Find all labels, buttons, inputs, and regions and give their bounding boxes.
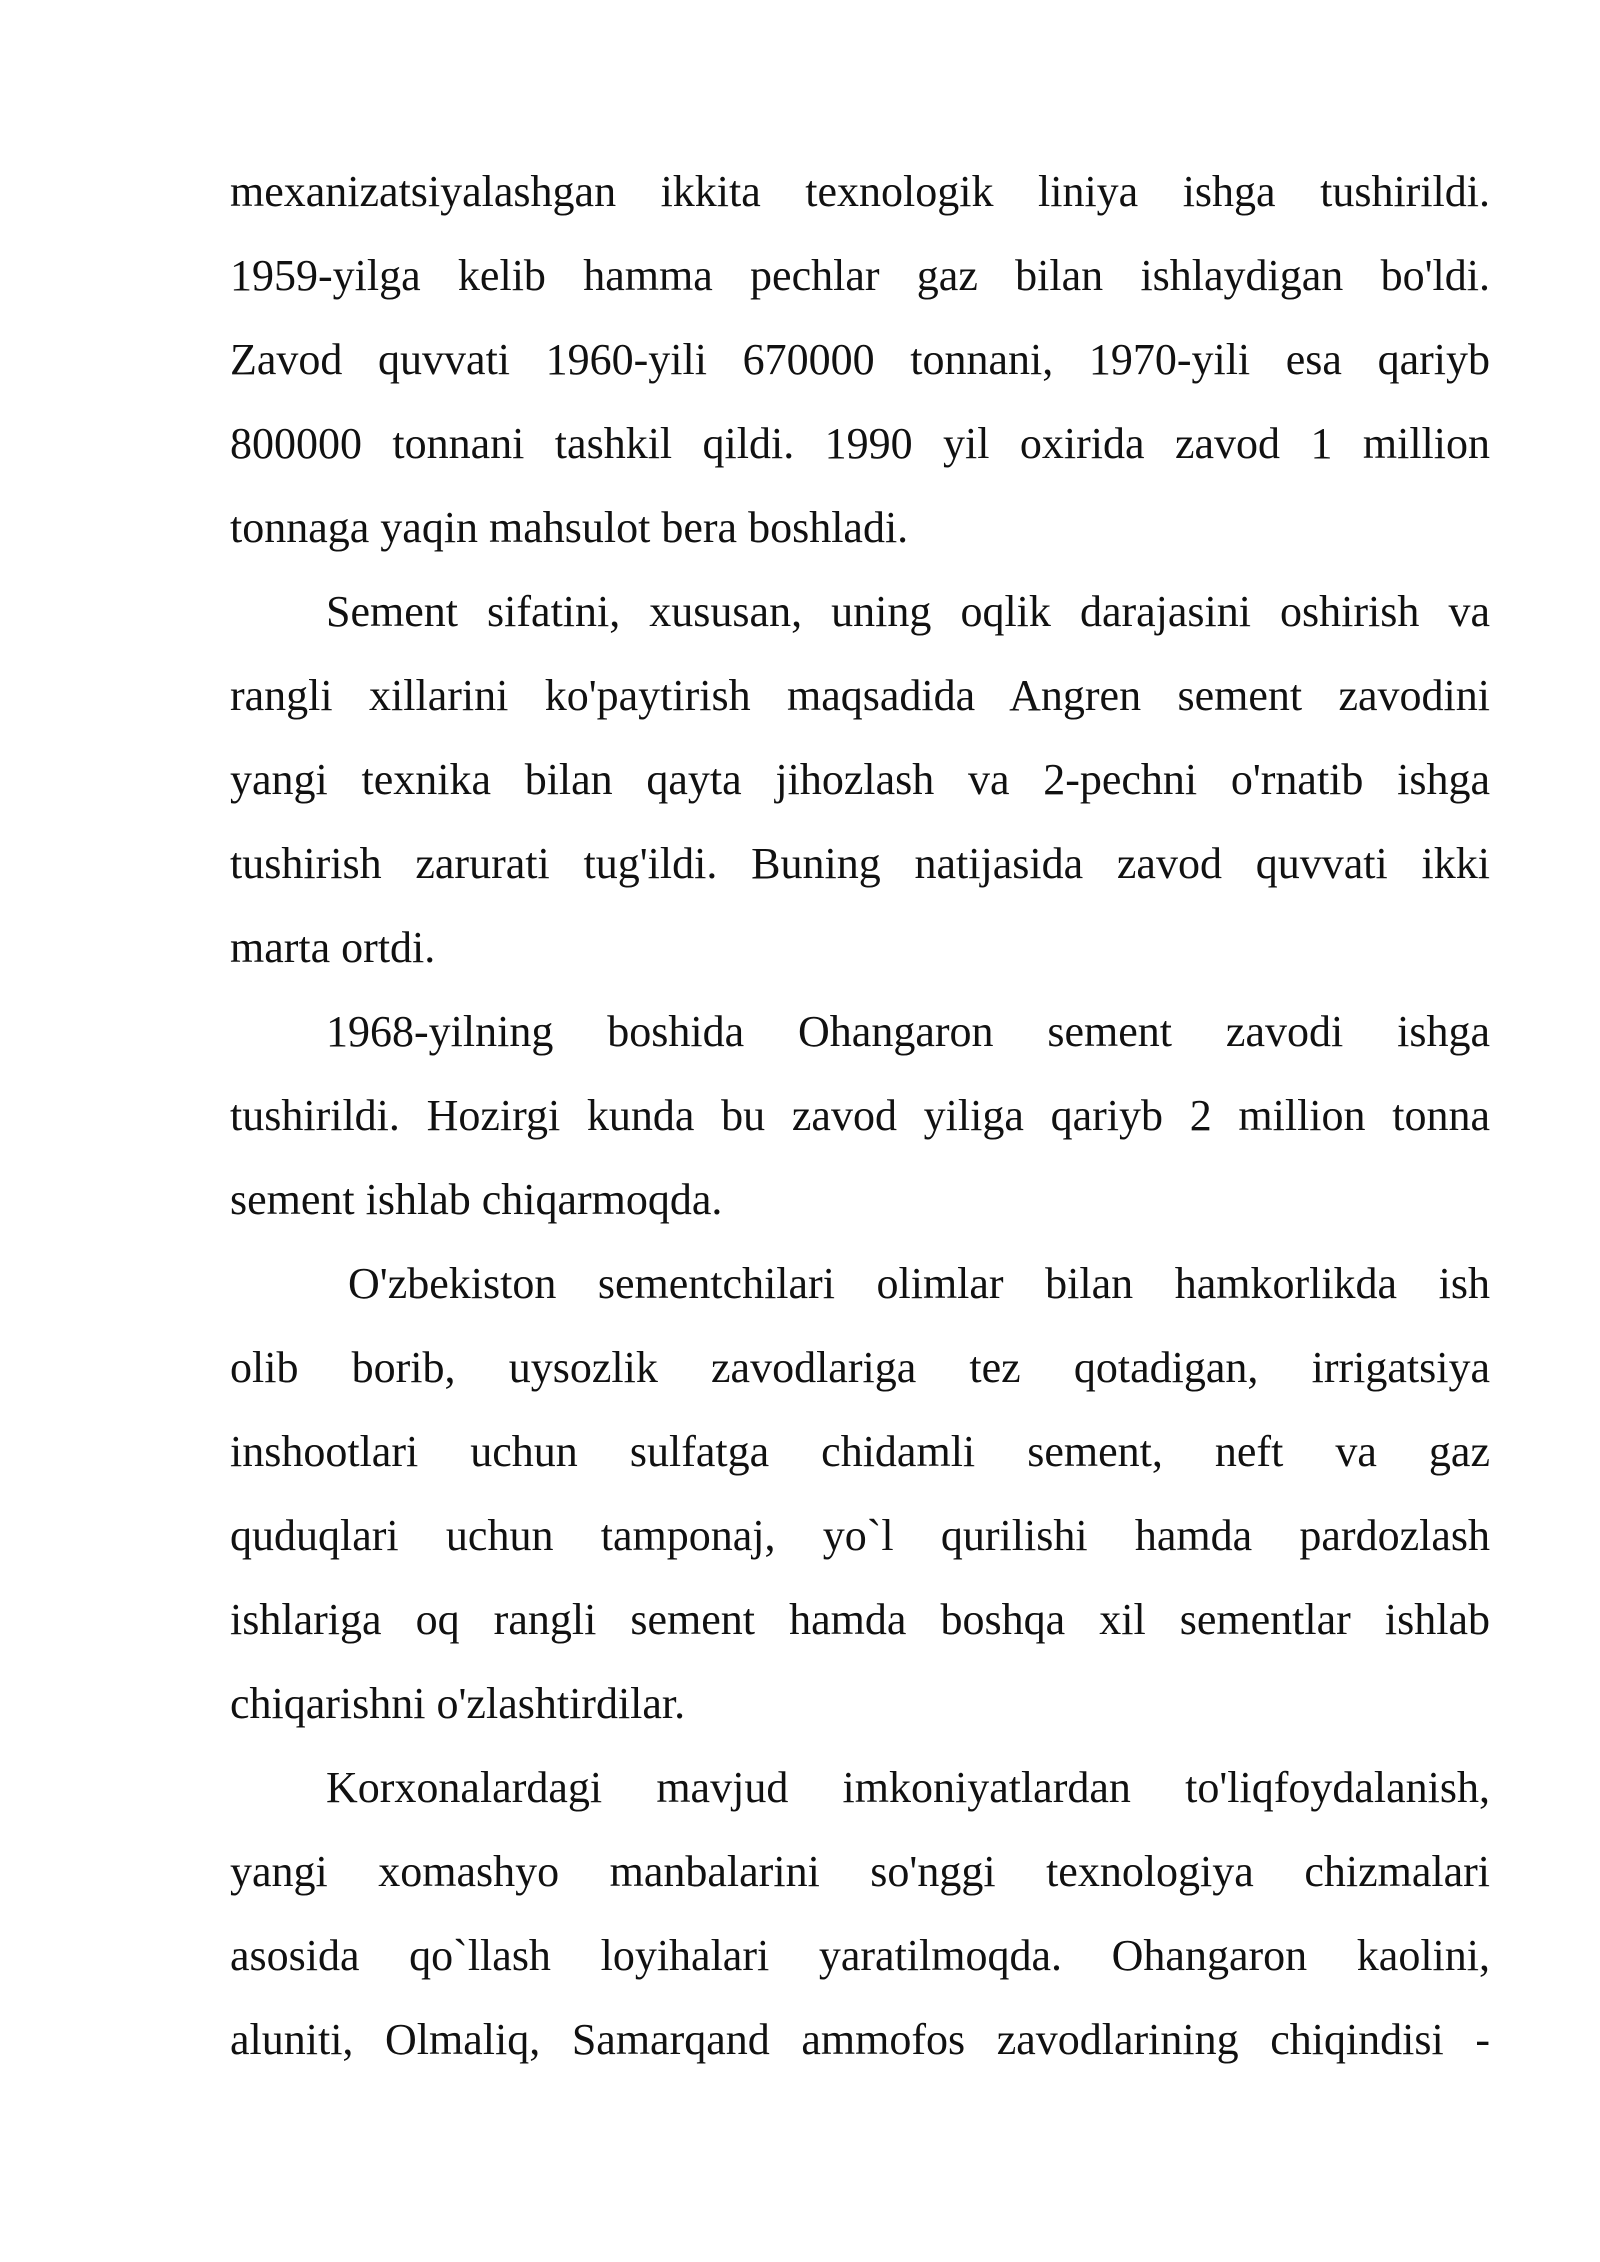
text-line: ishlariga oq rangli sement hamda boshqa xil sementlar ishlab — [230, 1595, 1490, 1644]
text-line: asosida qo`llash loyihalari yaratilmoqda. Ohangaron kaolini, — [230, 1931, 1490, 1980]
text-line: aluniti, Olmaliq, Samarqand ammofos zavodlarining chiqindisi - — [230, 2015, 1490, 2064]
text-line: olib borib, uysozlik zavodlariga tez qotadigan, irrigatsiya — [230, 1343, 1490, 1392]
text-line: sement ishlab chiqarmoqda. — [230, 1175, 723, 1224]
text-line: tushirildi. Hozirgi kunda bu zavod yiliga qariyb 2 million tonna — [230, 1091, 1490, 1140]
text-line: chiqarishni o'zlashtirdilar. — [230, 1679, 686, 1728]
text-line: 1959-yilga kelib hamma pechlar gaz bilan ishlaydigan bo'ldi. — [230, 251, 1490, 300]
text-line: rangli xillarini ko'paytirish maqsadida Angren sement zavodini — [230, 671, 1490, 720]
paragraph-first-line: 1968-yilning boshida Ohangaron sement zavodi ishga — [326, 1007, 1490, 1056]
paragraph-first-line: Sement sifatini, xususan, uning oqlik darajasini oshirish va — [326, 587, 1490, 636]
text-line: mexanizatsiyalashgan ikkita texnologik liniya ishga tushirildi. — [230, 167, 1490, 216]
text-line: tushirish zarurati tug'ildi. Buning natijasida zavod quvvati ikki — [230, 839, 1490, 888]
text-line: 800000 tonnani tashkil qildi. 1990 yil oxirida zavod 1 million — [230, 419, 1490, 468]
text-line: yangi xomashyo manbalarini so'nggi texnologiya chizmalari — [230, 1847, 1490, 1896]
text-line: marta ortdi. — [230, 923, 436, 972]
paragraph-first-line: Korxonalardagi mavjud imkoniyatlardan to'liqfoydalanish, — [326, 1763, 1490, 1812]
text-line: inshootlari uchun sulfatga chidamli sement, neft va gaz — [230, 1427, 1490, 1476]
text-line: quduqlari uchun tamponaj, yo`l qurilishi hamda pardozlash — [230, 1511, 1490, 1560]
text-line: yangi texnika bilan qayta jihozlash va 2-pechni o'rnatib ishga — [230, 755, 1490, 804]
text-line: tonnaga yaqin mahsulot bera boshladi. — [230, 503, 909, 552]
text-line: Zavod quvvati 1960-yili 670000 tonnani, 1970-yili esa qariyb — [230, 335, 1490, 384]
paragraph-first-line: O'zbekiston sementchilari olimlar bilan hamkorlikda ish — [348, 1259, 1490, 1308]
body-text — [230, 150, 1490, 2082]
